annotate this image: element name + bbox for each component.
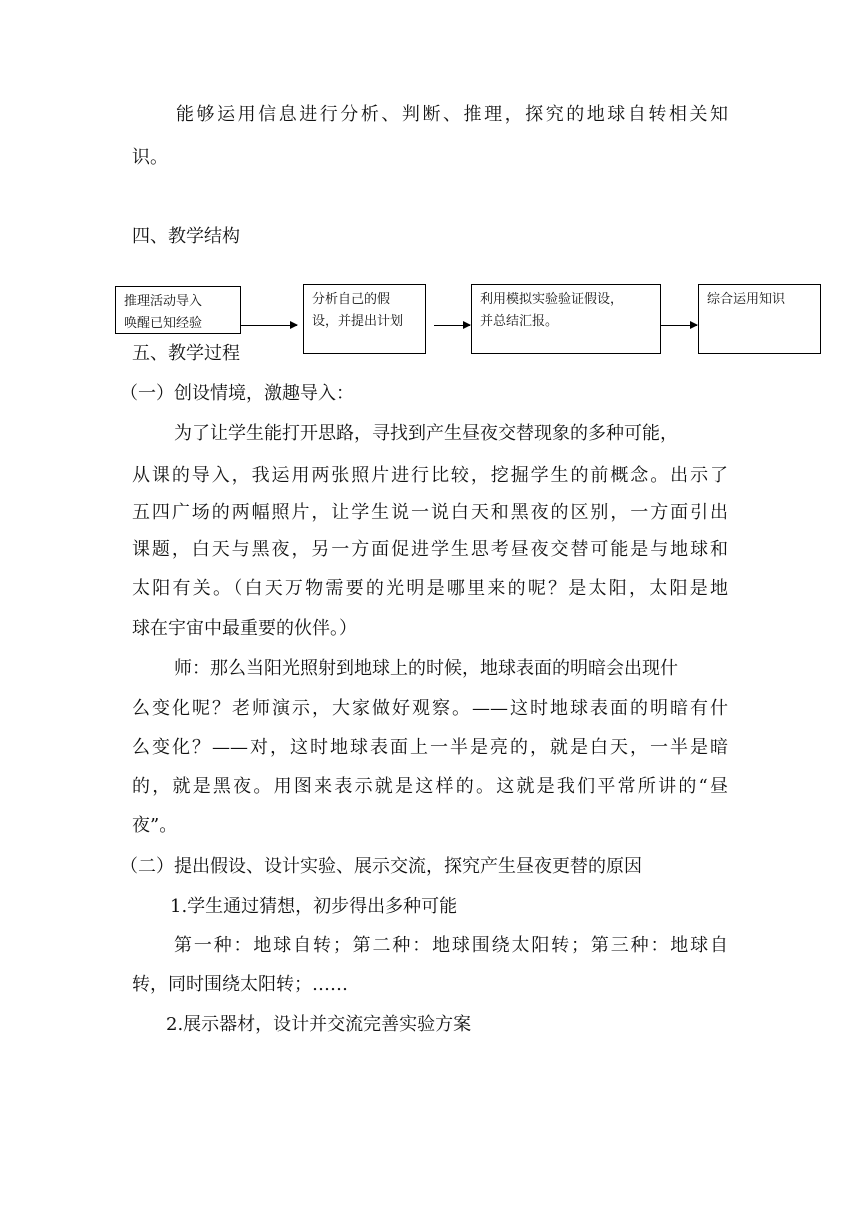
p2-line-2: 么变化呢？老师演示，大家做好观察。——这时地球表面的明暗有什	[132, 698, 728, 719]
flow-box-2-line-1: 分析自己的假	[312, 292, 391, 307]
p2-line-1: 师：那么当阳光照射到地球上的时候，地球表面的明暗会出现什	[174, 658, 678, 679]
flow-box-3-line-1: 利用模拟实验验证假设，	[480, 292, 624, 307]
flow-arrow-1	[241, 325, 297, 326]
flow-box-introduce	[115, 286, 241, 334]
p1-line-6: 球在宇宙中最重要的伙伴。）	[132, 618, 357, 639]
part-2-item-1-text-1: 第一种：地球自转；第二种：地球围绕太阳转；第三种：地球自	[174, 935, 728, 956]
flow-box-experiment	[471, 284, 661, 354]
part-1-heading: （一）创设情境，激趣导入：	[120, 383, 354, 404]
p1-line-3: 五四广场的两幅照片，让学生说一说白天和黑夜的区别，一方面引出	[132, 502, 728, 523]
flow-box-apply	[698, 284, 821, 354]
p1-line-2: 从课的导入，我运用两张照片进行比较，挖掘学生的前概念。出示了	[132, 465, 728, 486]
section-5-title: 五、教学过程	[132, 343, 240, 364]
flow-box-2-line-2: 设，并提出计划	[312, 314, 404, 329]
p2-line-3: 么变化？——对，这时地球表面上一半是亮的，就是白天，一半是暗	[132, 737, 728, 758]
intro-line-2: 识。	[132, 147, 168, 168]
flow-box-1-line-1: 推理活动导入	[124, 294, 203, 309]
intro-line-1: 能够运用信息进行分析、判断、推理，探究的地球自转相关知	[176, 104, 728, 125]
flow-box-3-line-2: 并总结汇报。	[480, 314, 559, 329]
part-2-item-1-text-2: 转，同时围绕太阳转；……	[132, 974, 348, 995]
p2-line-5: 夜”。	[132, 815, 178, 836]
flow-box-4-line-1: 综合运用知识	[707, 292, 786, 307]
part-2-item-1: 1.学生通过猜想，初步得出多种可能	[170, 896, 458, 917]
part-2-heading: （二）提出假设、设计实验、展示交流，探究产生昼夜更替的原因	[120, 856, 642, 877]
flow-arrow-3	[661, 325, 697, 326]
flow-box-1-line-2: 唤醒已知经验	[124, 316, 203, 331]
section-4-title: 四、教学结构	[132, 226, 240, 247]
p1-line-5: 太阳有关。（白天万物需要的光明是哪里来的呢？是太阳，太阳是地	[132, 578, 728, 599]
part-2-item-2: 2.展示器材，设计并交流完善实验方案	[166, 1014, 472, 1035]
flow-box-hypothesis	[303, 284, 426, 354]
p1-line-1: 为了让学生能打开思路，寻找到产生昼夜交替现象的多种可能，	[174, 423, 678, 444]
p1-line-4: 课题，白天与黑夜，另一方面促进学生思考昼夜交替可能是与地球和	[132, 539, 728, 560]
p2-line-4: 的，就是黑夜。用图来表示就是这样的。这就是我们平常所讲的“昼	[132, 776, 728, 797]
flow-arrow-2	[434, 325, 470, 326]
